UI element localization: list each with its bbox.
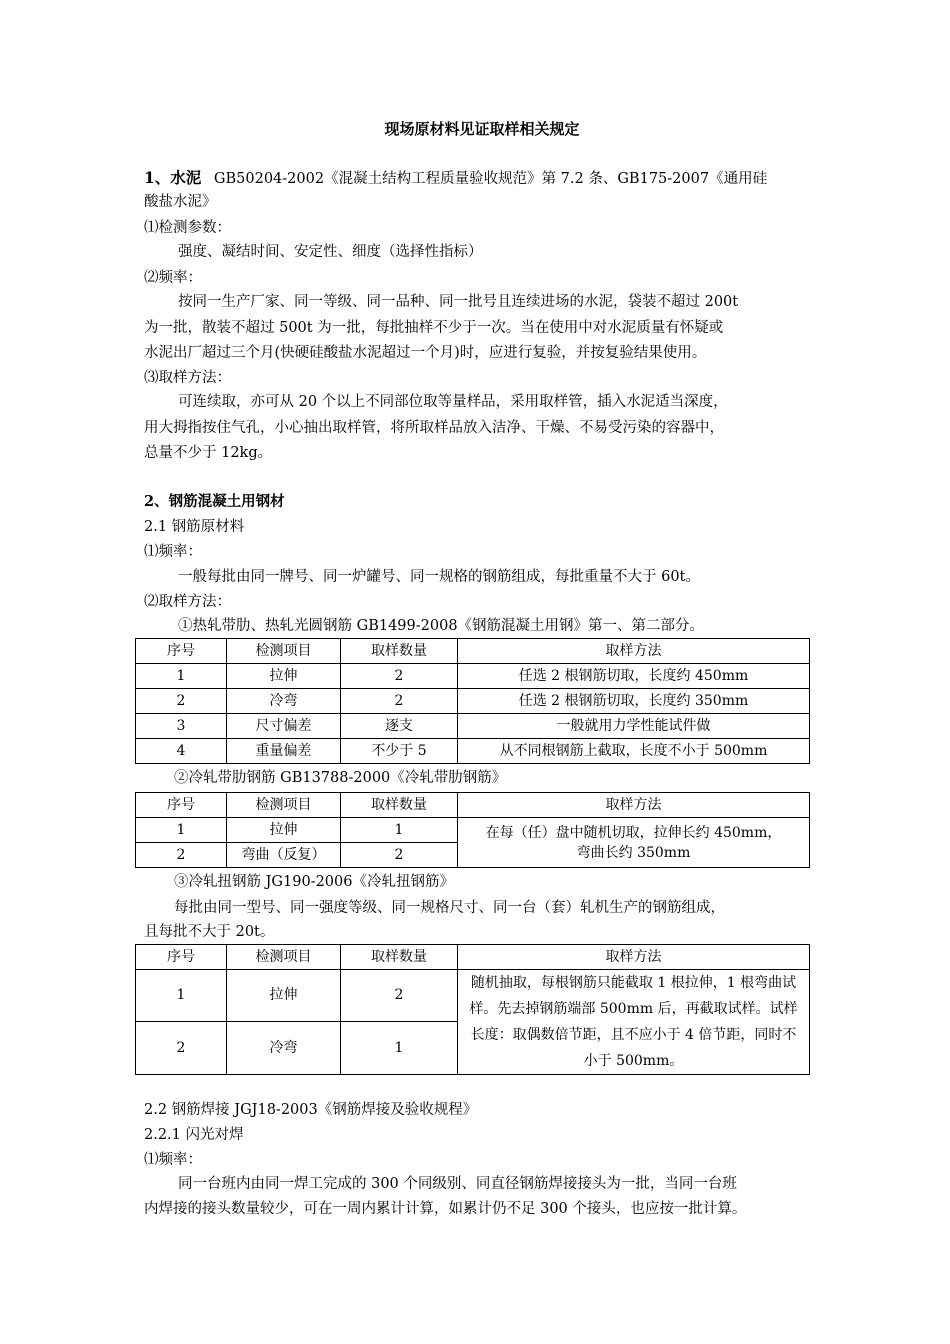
s2-freq-text: 一般每批由同一牌号、同一炉罐号、同一规格的钢筋组成，每批重量不大于 60t。 [178, 569, 700, 585]
method-line: 在每（任）盘中随机切取，拉伸长约 450mm， [485, 824, 782, 841]
table-cell: 2 [136, 1021, 227, 1074]
table-row [136, 664, 810, 689]
col-header: 检测项目 [227, 639, 341, 664]
s1-method-line1: 可连续取，亦可从 20 个以上不同部位取等量样品，采用取样管，插入水泥适当深度， [178, 394, 728, 410]
col-header: 序号 [136, 639, 227, 664]
s2-freq-label: ⑴频率： [144, 544, 202, 560]
table-cell: 冷弯 [227, 689, 341, 714]
page-title: 现场原材料见证取样相关规定 [384, 120, 580, 138]
s1-freq-line2: 为一批，散装不超过 500t 为一批，每批抽样不少于一次。当在使用中对水泥质量有怀疑或 [144, 320, 724, 336]
table-cell: 拉伸 [227, 664, 341, 689]
col-header: 取样方法 [458, 793, 810, 818]
table1-caption: ①热轧带肋、热轧光圆钢筋 GB1499-2008《钢筋混凝土用钢》第一、第二部分。 [178, 618, 705, 634]
table-row [136, 970, 810, 1022]
table-cell: 任选 2 根钢筋切取，长度约 350mm [458, 689, 810, 714]
table-cell: 2 [341, 970, 458, 1022]
s1-method-line2: 用大拇指按住气孔，小心抽出取样管，将所取样品放入洁净、干燥、不易受污染的容器中， [144, 420, 724, 436]
table-cell: 一般就用力学性能试件做 [458, 714, 810, 739]
section-1-standard: GB50204-2002《混凝土结构工程质量验收规范》第 7.2 条、GB175-2007《通用硅 [213, 171, 768, 187]
weld-freq-line1: 同一台班内由同一焊工完成的 300 个同级别、同直径钢筋焊接接头为一批，当同一台班 [178, 1176, 737, 1192]
table-cell: 2 [341, 689, 458, 714]
table3-note-line1: 每批由同一型号、同一强度等级、同一规格尺寸、同一台（套）轧机生产的钢筋组成， [174, 900, 725, 916]
col-header: 检测项目 [227, 945, 341, 970]
table-cell: 重量偏差 [227, 739, 341, 764]
table-header-row [136, 945, 810, 970]
section-2-heading: 2、钢筋混凝土用钢材 [144, 493, 285, 510]
col-header: 序号 [136, 793, 227, 818]
table-cell: 2 [136, 689, 227, 714]
table-cell: 从不同根钢筋上截取，长度不小于 500mm [458, 739, 810, 764]
table-cell-method: 随机抽取，每根钢筋只能截取 1 根拉伸，1 根弯曲试样。先去掉钢筋端部 500mm 后，再截取试样。试样长度：取偶数倍节距，且不应小于 4 倍节距，同时不小于 500mm。 [458, 970, 810, 1075]
table-cell: 1 [136, 970, 227, 1022]
table3-caption: ③冷轧扭钢筋 JG190-2006《冷轧扭钢筋》 [174, 874, 454, 890]
table-hot-rolled [135, 638, 810, 764]
table-row [136, 818, 810, 843]
s1-method-label: ⑶取样方法： [144, 370, 231, 386]
table-cell: 任选 2 根钢筋切取，长度约 450mm [458, 664, 810, 689]
s2-sub1: 2.1 钢筋原材料 [144, 519, 245, 535]
s2-method-label: ⑵取样方法： [144, 594, 231, 610]
section-1-heading-line [144, 168, 767, 189]
section-1-standard-cont: 酸盐水泥》 [144, 194, 217, 210]
table-cell: 4 [136, 739, 227, 764]
section-1-heading: 1、水泥 [144, 168, 202, 187]
table-row [136, 739, 810, 764]
col-header: 取样数量 [341, 793, 458, 818]
table-header-row [136, 639, 810, 664]
table-cell: 逐支 [341, 714, 458, 739]
table-cell: 2 [341, 664, 458, 689]
s1-freq-label: ⑵频率： [144, 270, 202, 286]
method-line: 弯曲长约 350mm [576, 844, 691, 861]
table-header-row [136, 793, 810, 818]
table-cell: 冷弯 [227, 1021, 341, 1074]
s1-param-label: ⑴检测参数： [144, 220, 231, 236]
table-cold-twisted [135, 944, 810, 1075]
table-cell: 尺寸偏差 [227, 714, 341, 739]
weld-freq-label: ⑴频率： [144, 1152, 202, 1168]
table-cell: 不少于 5 [341, 739, 458, 764]
table-cell: 1 [136, 818, 227, 843]
col-header: 检测项目 [227, 793, 341, 818]
s1-freq-line3: 水泥出厂超过三个月(快硬硅酸盐水泥超过一个月)时，应进行复验，并按复验结果使用。 [144, 345, 707, 361]
s1-freq-line1: 按同一生产厂家、同一等级、同一品种、同一批号且连续进场的水泥，袋装不超过 200t [178, 294, 739, 310]
table-row [136, 714, 810, 739]
s1-method-line3: 总量不少于 12kg。 [144, 445, 273, 461]
table-cell: 3 [136, 714, 227, 739]
table2-caption: ②冷轧带肋钢筋 GB13788-2000《冷轧带肋钢筋》 [174, 770, 507, 786]
table-cell: 2 [136, 843, 227, 868]
s2-sub21: 2.2.1 闪光对焊 [144, 1127, 244, 1143]
s1-param-text: 强度、凝结时间、安定性、细度（选择性指标） [178, 244, 483, 260]
table-cell: 拉伸 [227, 818, 341, 843]
table-row [136, 689, 810, 714]
table-cell: 1 [341, 818, 458, 843]
table-cell: 拉伸 [227, 970, 341, 1022]
weld-freq-line2: 内焊接的接头数量较少，可在一周内累计计算，如累计仍不足 300 个接头，也应按一批计算。 [144, 1201, 747, 1217]
col-header: 取样方法 [458, 945, 810, 970]
table-cold-rolled-ribbed [135, 792, 810, 868]
col-header: 序号 [136, 945, 227, 970]
table-cell: 1 [341, 1021, 458, 1074]
table-cell: 2 [341, 843, 458, 868]
col-header: 取样数量 [341, 945, 458, 970]
s2-sub2: 2.2 钢筋焊接 JGJ18-2003《钢筋焊接及验收规程》 [144, 1102, 478, 1118]
table-cell: 1 [136, 664, 227, 689]
col-header: 取样方法 [458, 639, 810, 664]
table-cell: 弯曲（反复） [227, 843, 341, 868]
col-header: 取样数量 [341, 639, 458, 664]
table3-note-line2: 且每批不大于 20t。 [144, 924, 275, 940]
table-cell-method [458, 818, 810, 868]
